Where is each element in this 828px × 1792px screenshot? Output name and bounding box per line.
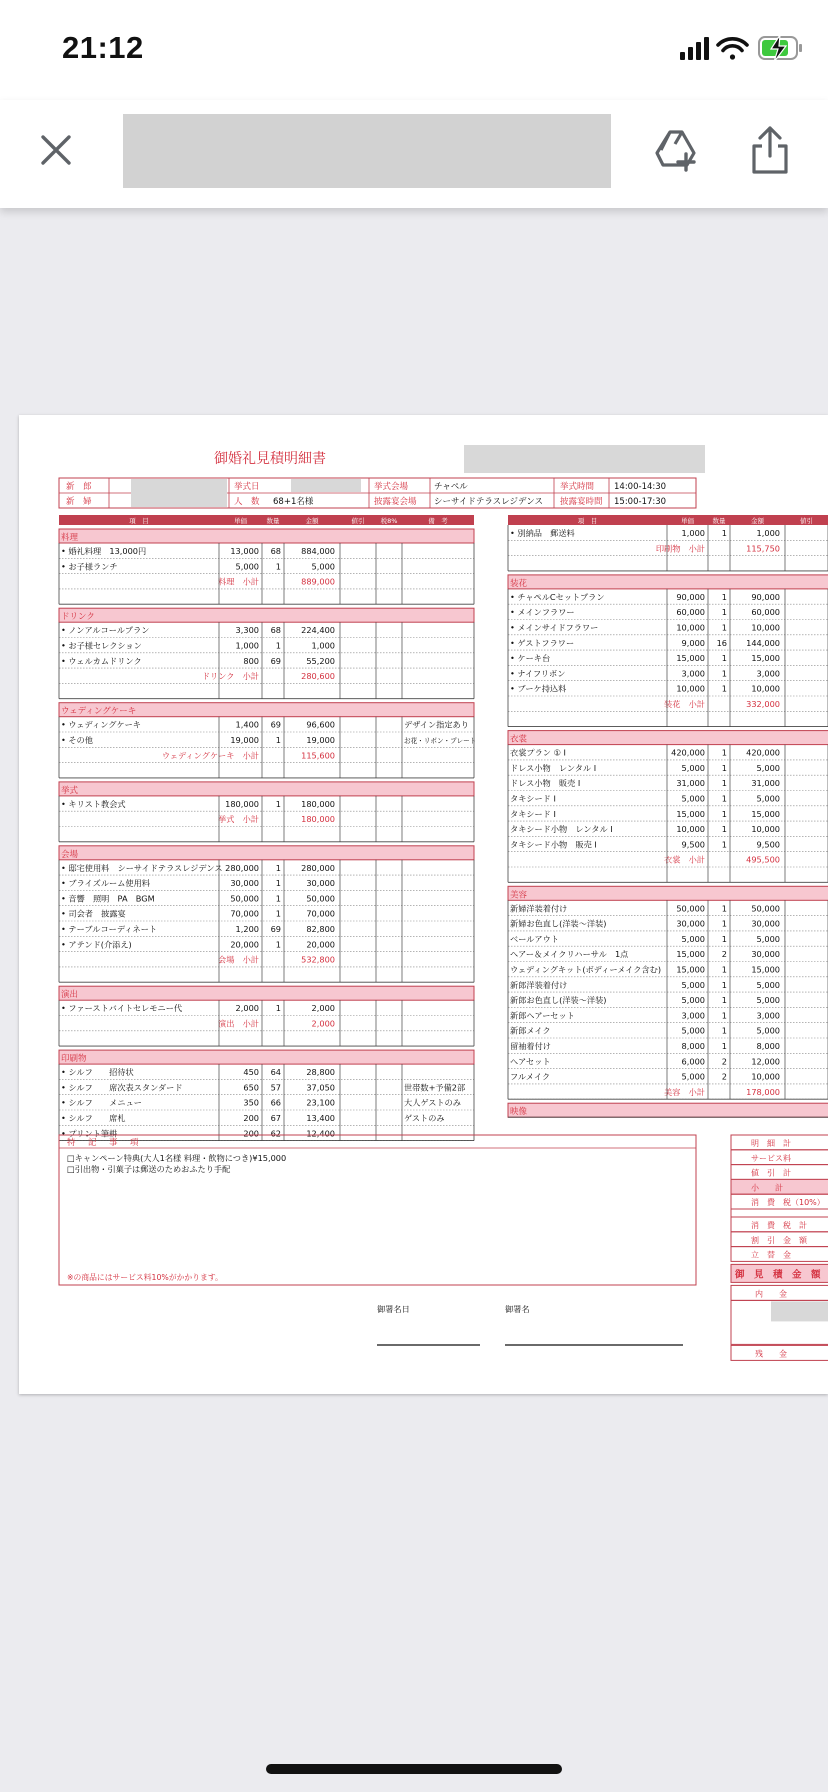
line-item-amount: 28,800 (306, 1067, 335, 1078)
line-item-name: タキシード Ⅰ (510, 808, 556, 819)
line-item-amount: 12,000 (751, 1056, 780, 1067)
line-item-price: 3,300 (235, 625, 259, 636)
section-header-bar (59, 529, 474, 543)
line-item-amount: 280,000 (301, 862, 335, 873)
line-item-note: 大人ゲストのみ (404, 1097, 461, 1108)
ceremony-time: 14:00-14:30 (614, 482, 667, 492)
subtotal-label: 衣裳 小計 (664, 854, 705, 865)
line-item-price: 280,000 (225, 862, 259, 873)
subtotal-value: 2,000 (311, 1018, 335, 1029)
summary-row-label: 割 引 金 額 (751, 1235, 807, 1245)
line-item-amount: 13,400 (306, 1113, 335, 1123)
line-item-price: 5,000 (681, 793, 705, 804)
line-item-price: 5,000 (681, 1025, 705, 1036)
line-item-name: タキシード小物 販売 Ⅰ (510, 839, 597, 850)
summary-row-label: サービス料 (751, 1153, 791, 1163)
table-column-header: 金額 (305, 517, 319, 525)
subtotal-value: 280,600 (301, 671, 335, 682)
line-item-price: 5,000 (681, 762, 705, 773)
line-item-name: • ブライズルーム使用料 (61, 878, 150, 889)
status-bar (0, 0, 828, 100)
ceremony-venue: チャペル (434, 482, 468, 492)
bride-label: 新 婦 (66, 497, 92, 507)
line-item-qty: 69 (270, 924, 281, 934)
line-item-price: 15,000 (676, 653, 705, 664)
notes-title: 特 記 事 項 (67, 1138, 141, 1148)
redacted-block (464, 445, 705, 473)
line-item-amount: 23,100 (306, 1097, 335, 1108)
line-item-qty: 1 (275, 1003, 281, 1014)
line-item-qty: 68 (270, 625, 281, 636)
line-item-qty: 1 (721, 622, 727, 633)
drive-add-icon[interactable] (652, 126, 700, 174)
line-item-qty: 1 (721, 793, 727, 804)
wifi-icon (718, 39, 747, 60)
line-item-amount: 10,000 (751, 824, 780, 835)
line-item-qty: 67 (270, 1113, 281, 1123)
line-item-price: 420,000 (671, 747, 705, 758)
line-item-price: 8,000 (681, 1041, 705, 1051)
line-item-name: • 邸宅使用料 シーサイドテラスレジデンス (61, 862, 223, 873)
line-item-amount: 15,000 (751, 964, 780, 975)
summary-row-label: 値 引 計 (751, 1168, 791, 1178)
battery-charging-icon (759, 35, 802, 62)
line-item-price: 9,000 (681, 637, 705, 648)
line-item-amount: 1,000 (311, 640, 335, 651)
line-item-price: 50,000 (676, 903, 705, 914)
line-item-qty: 1 (721, 683, 727, 694)
status-time: 21:12 (62, 30, 144, 65)
line-item-price: 6,000 (681, 1056, 705, 1067)
line-item-name: • メインサイドフラワー (510, 622, 599, 633)
line-item-amount: 30,000 (751, 949, 780, 960)
section-header-bar (508, 886, 828, 900)
line-item-name: • シルフ 招待状 (61, 1067, 134, 1078)
line-item-price: 10,000 (676, 622, 705, 633)
line-item-name: 留袖着付け (510, 1041, 551, 1051)
line-item-name: • テーブルコーディネート (61, 924, 158, 934)
line-item-name: タキシード Ⅰ (510, 793, 556, 804)
line-item-qty: 1 (721, 1025, 727, 1036)
line-item-name: ドレス小物 レンタル Ⅰ (510, 762, 597, 773)
estimate-total-label: 御 見 積 金 額 (735, 1269, 821, 1281)
ceremony-date-label: 挙式日 (234, 482, 260, 492)
summary-row-label: 明 細 計 (751, 1139, 791, 1148)
line-item-qty: 16 (716, 637, 727, 648)
line-item-amount: 50,000 (751, 903, 780, 914)
line-item-price: 1,200 (235, 924, 259, 934)
reception-venue-label: 披露宴会場 (374, 497, 417, 507)
table-column-header: 値引 (800, 517, 813, 525)
table-column-header: 税8% (380, 517, 398, 525)
subtotal-label: 挙式 小計 (218, 814, 259, 825)
line-item-amount: 90,000 (751, 591, 780, 602)
line-item-qty: 1 (721, 591, 727, 602)
redacted-file-title (123, 114, 611, 188)
deposit-label: 内 金 (755, 1289, 787, 1299)
line-item-qty: 1 (721, 528, 727, 538)
section-name: 映像 (510, 1107, 528, 1118)
line-item-price: 31,000 (676, 778, 705, 789)
line-item-name: ヘアセット (510, 1056, 551, 1067)
line-item-qty: 69 (270, 655, 281, 666)
line-item-amount: 30,000 (751, 918, 780, 929)
table-column-header: 値引 (351, 517, 365, 525)
line-item-price: 60,000 (676, 607, 705, 618)
reception-time-label: 披露宴時間 (560, 497, 603, 507)
line-item-name: • シルフ 席次表スタンダード (61, 1082, 183, 1093)
line-item-note: ゲストのみ (404, 1113, 445, 1123)
line-item-name: ベールアウト (510, 933, 559, 944)
line-item-qty: 1 (721, 808, 727, 819)
line-item-price: 5,000 (681, 995, 705, 1006)
line-item-price: 70,000 (230, 908, 259, 919)
right_sections-table (508, 515, 828, 525)
line-item-amount: 12,400 (306, 1128, 335, 1139)
line-item-price: 5,000 (681, 933, 705, 944)
line-item-qty: 1 (721, 964, 727, 975)
section-name: 印刷物 (61, 1054, 87, 1065)
line-item-amount: 180,000 (301, 798, 335, 809)
line-item-qty: 1 (721, 762, 727, 773)
subtotal-label: 料理 小計 (218, 576, 259, 587)
line-item-price: 50,000 (230, 893, 259, 904)
home-indicator[interactable] (266, 1764, 562, 1774)
groom-label: 新 郎 (66, 482, 92, 492)
line-item-amount: 10,000 (751, 622, 780, 633)
line-item-qty: 1 (721, 607, 727, 618)
subtotal-value: 115,750 (746, 543, 780, 554)
line-item-qty: 2 (721, 949, 727, 960)
line-item-name: フルメイク (510, 1071, 551, 1082)
subtotal-label: 会場 小計 (218, 954, 259, 965)
subtotal-label: 美容 小計 (664, 1086, 705, 1097)
line-item-name: • ウェディングケーキ (61, 719, 141, 730)
line-item-qty: 62 (270, 1128, 281, 1139)
line-item-price: 5,000 (681, 979, 705, 990)
line-item-name: タキシード小物 レンタル Ⅰ (510, 824, 613, 835)
line-item-price: 15,000 (676, 949, 705, 960)
line-item-name: • 婚礼料理 13,000円 (61, 546, 147, 556)
notes-footnote: ※の商品にはサービス料10%がかかります。 (67, 1273, 223, 1282)
line-item-name: • ケーキ台 (510, 653, 551, 664)
line-item-amount: 9,500 (756, 839, 780, 850)
line-item-price: 30,000 (676, 918, 705, 929)
line-item-qty: 1 (721, 653, 727, 664)
line-item-amount: 8,000 (756, 1041, 780, 1051)
balance-label: 残 金 (755, 1349, 787, 1359)
line-item-amount: 5,000 (756, 995, 780, 1006)
table-column-header: 数量 (266, 517, 280, 525)
table-column-header: 金額 (751, 517, 764, 525)
line-item-price: 10,000 (676, 824, 705, 835)
line-item-qty: 1 (721, 747, 727, 758)
subtotal-label: 印刷物 小計 (655, 543, 705, 554)
redacted-ceremony-date (291, 479, 361, 492)
section-name: ドリンク (61, 612, 95, 623)
line-item-amount: 5,000 (756, 979, 780, 990)
table-column-header: 単価 (234, 517, 247, 525)
reception-time: 15:00-17:30 (614, 497, 667, 507)
section-header-bar (59, 846, 474, 860)
line-item-amount: 1,000 (756, 528, 780, 538)
line-item-qty: 1 (275, 798, 281, 809)
note-line: □引出物・引菓子は郵送のためおふたり手配 (67, 1164, 231, 1174)
viewer-toolbar (0, 100, 828, 208)
line-item-name: 衣裳プラン ① Ⅰ (510, 747, 566, 758)
subtotal-label: ウェディングケーキ 小計 (161, 750, 259, 761)
section-name: 衣裳 (510, 734, 528, 745)
table-column-header: 数量 (712, 517, 726, 525)
line-item-name: • ノンアルコールプラン (61, 625, 150, 636)
line-item-amount: 3,000 (756, 1010, 780, 1021)
line-item-name: • プリント筆耕 (61, 1128, 118, 1139)
table-column-header: 単価 (681, 517, 694, 525)
line-item-price: 650 (243, 1082, 259, 1093)
line-item-price: 15,000 (676, 964, 705, 975)
line-item-price: 2,000 (235, 1003, 259, 1014)
summary-row-label: 小 計 (751, 1183, 783, 1193)
line-item-price: 200 (243, 1113, 259, 1123)
line-item-name: • 司会者 披露宴 (61, 908, 126, 919)
line-item-name: 新郎洋装着付け (510, 979, 568, 990)
section-name: 挙式 (61, 785, 79, 796)
summary-row-label: 消 費 税 計 (751, 1221, 807, 1230)
line-item-price: 1,000 (235, 640, 259, 651)
line-item-price: 15,000 (676, 808, 705, 819)
line-item-qty: 1 (721, 824, 727, 835)
line-item-price: 90,000 (676, 591, 705, 602)
line-item-name: ドレス小物 販売 Ⅰ (510, 778, 581, 789)
line-item-price: 200 (243, 1128, 259, 1139)
line-item-qty: 1 (721, 933, 727, 944)
line-item-name: • ファーストバイトセレモニー代 (61, 1003, 183, 1014)
summary-row (731, 1209, 828, 1217)
share-icon[interactable] (748, 124, 792, 176)
subtotal-value: 532,800 (301, 954, 335, 965)
line-item-amount: 82,800 (306, 924, 335, 934)
line-item-name: ヘアー＆メイクリハーサル 1点 (510, 949, 629, 960)
line-item-qty: 1 (275, 878, 281, 889)
line-item-qty: 1 (275, 640, 281, 651)
line-item-price: 450 (243, 1067, 259, 1078)
section-header-bar (59, 608, 474, 622)
line-item-price: 1,400 (235, 719, 259, 730)
signature-name-label: 御署名 (505, 1304, 530, 1314)
line-item-price: 180,000 (225, 798, 259, 809)
line-item-qty: 1 (721, 1041, 727, 1051)
line-item-qty: 2 (721, 1056, 727, 1067)
guest-count: 68+1名様 (273, 497, 314, 507)
section-name: 美容 (510, 890, 528, 901)
line-item-amount: 420,000 (746, 747, 780, 758)
summary-row-label: 消 費 税（10%） (751, 1198, 825, 1208)
line-item-amount: 70,000 (306, 908, 335, 919)
line-item-name: • アテンド(介添え) (61, 939, 132, 950)
line-item-name: • ナイフリボン (510, 668, 566, 679)
line-item-amount: 15,000 (751, 653, 780, 664)
line-item-price: 350 (243, 1097, 259, 1108)
line-item-note: デザイン指定あり (404, 719, 469, 730)
line-item-qty: 1 (721, 995, 727, 1006)
redacted-couple-names (131, 479, 227, 507)
line-item-name: • お子様セレクション (61, 640, 142, 651)
ceremony-venue-label: 挙式会場 (374, 482, 409, 492)
section-name: 装花 (510, 578, 528, 589)
subtotal-label: ドリンク 小計 (201, 671, 259, 682)
line-item-qty: 2 (721, 1071, 727, 1082)
line-item-amount: 5,000 (311, 561, 335, 572)
table-column-header: 項 目 (129, 517, 149, 525)
line-item-note: お花・リボン・プレート (404, 737, 477, 745)
line-item-price: 5,000 (681, 1071, 705, 1082)
line-item-price: 19,000 (230, 735, 259, 745)
line-item-qty: 64 (270, 1067, 281, 1078)
line-item-amount: 55,200 (306, 655, 335, 666)
line-item-amount: 5,000 (756, 1025, 780, 1036)
guest-count-label: 人 数 (234, 497, 260, 507)
line-item-price: 20,000 (230, 939, 259, 950)
subtotal-value: 178,000 (746, 1086, 780, 1097)
line-item-amount: 144,000 (746, 637, 780, 648)
line-item-amount: 5,000 (756, 933, 780, 944)
line-item-name: 新婦洋装着付け (510, 903, 568, 914)
line-item-amount: 5,000 (756, 793, 780, 804)
section-header-bar (508, 731, 828, 745)
line-item-qty: 68 (270, 546, 281, 556)
line-item-amount: 19,000 (306, 735, 335, 745)
line-item-name: • お子様ランチ (61, 561, 118, 572)
section-header-bar (59, 986, 474, 1000)
line-item-name: 新郎お色直し(洋装〜洋装) (510, 995, 607, 1006)
line-item-price: 13,000 (230, 546, 259, 556)
line-item-name: • 音響 照明 PA BGM (61, 893, 155, 904)
line-item-price: 9,500 (681, 839, 705, 850)
line-item-qty: 57 (270, 1082, 281, 1093)
line-item-name: • 別納品 郵送料 (510, 528, 575, 538)
signal-icon (680, 37, 709, 60)
note-line: □キャンペーン特典(大人1名様 料理・飲物につき)¥15,000 (67, 1153, 287, 1163)
subtotal-value: 495,500 (746, 854, 780, 865)
section-name: ウェディングケーキ (61, 706, 137, 717)
line-item-qty: 1 (721, 668, 727, 679)
subtotal-value: 115,600 (301, 750, 335, 761)
line-item-name: • ブーケ持込料 (510, 683, 567, 694)
line-item-name: 新婦お色直し(洋装〜洋装) (510, 918, 607, 929)
line-item-qty: 1 (275, 735, 281, 745)
line-item-amount: 30,000 (306, 878, 335, 889)
line-item-amount: 5,000 (756, 762, 780, 773)
line-item-price: 800 (243, 655, 259, 666)
line-item-qty: 1 (721, 979, 727, 990)
table-header-bar (508, 515, 828, 525)
section-header-bar (59, 782, 474, 796)
line-item-qty: 1 (721, 839, 727, 850)
redacted-deposit (771, 1301, 828, 1321)
section-header-bar (508, 575, 828, 589)
line-item-qty: 1 (275, 561, 281, 572)
subtotal-value: 332,000 (746, 699, 780, 709)
section-header-bar (59, 1050, 474, 1064)
line-item-amount: 10,000 (751, 683, 780, 694)
line-item-note: 世帯数+予備2部 (404, 1082, 466, 1093)
summary-row-label: 立 替 金 (751, 1250, 791, 1260)
line-item-amount: 3,000 (756, 668, 780, 679)
estimate-document (19, 415, 828, 1394)
table-column-header: 備 考 (428, 517, 448, 525)
line-item-amount: 31,000 (751, 778, 780, 789)
line-item-name: • ゲストフラワー (510, 637, 575, 648)
line-item-name: • シルフ 席札 (61, 1113, 126, 1123)
subtotal-label: 演出 小計 (218, 1018, 259, 1029)
line-item-name: • メインフラワー (510, 607, 575, 618)
subtotal-value: 889,000 (301, 576, 335, 587)
document-title: 御婚礼見積明細書 (214, 451, 326, 467)
line-item-qty: 69 (270, 719, 281, 730)
line-item-qty: 66 (270, 1097, 281, 1108)
line-item-name: 新郎ヘアーセット (510, 1010, 575, 1021)
signature-date-label: 御署名日 (377, 1304, 410, 1314)
status-icons (628, 34, 828, 64)
line-item-amount: 20,000 (306, 939, 335, 950)
line-item-amount: 884,000 (301, 546, 335, 556)
line-item-name: • ウェルカムドリンク (61, 655, 142, 666)
line-item-name: 新郎メイク (510, 1025, 551, 1036)
section-name: 演出 (61, 990, 79, 1001)
line-item-amount: 2,000 (311, 1003, 335, 1014)
line-item-qty: 1 (275, 939, 281, 950)
line-item-amount: 37,050 (306, 1082, 335, 1093)
section-name: 料理 (61, 533, 79, 543)
line-item-amount: 96,600 (306, 719, 335, 730)
line-item-qty: 1 (275, 893, 281, 904)
table-column-header: 項 目 (577, 517, 598, 525)
line-item-price: 3,000 (681, 1010, 705, 1021)
subtotal-value: 180,000 (301, 814, 335, 825)
close-icon[interactable] (34, 128, 78, 172)
line-item-price: 10,000 (676, 683, 705, 694)
line-item-qty: 1 (275, 908, 281, 919)
line-item-name: • その他 (61, 735, 93, 745)
reception-venue: シーサイドテラスレジデンス (434, 497, 544, 507)
ceremony-time-label: 挙式時間 (560, 482, 595, 492)
line-item-amount: 224,400 (301, 625, 335, 636)
line-item-qty: 1 (721, 1010, 727, 1021)
section-name: 会場 (61, 849, 79, 860)
line-item-name: • シルフ メニュー (61, 1097, 142, 1108)
line-item-price: 5,000 (235, 561, 259, 572)
line-item-qty: 1 (721, 778, 727, 789)
section-header-bar (508, 1103, 828, 1117)
line-item-price: 3,000 (681, 668, 705, 679)
line-item-name: ウェディングキット(ボディーメイク含む) (510, 964, 662, 975)
line-item-qty: 1 (721, 903, 727, 914)
line-item-name: • チャペルCセットプラン (510, 591, 605, 602)
line-item-amount: 15,000 (751, 808, 780, 819)
line-item-amount: 60,000 (751, 607, 780, 618)
subtotal-label: 装花 小計 (664, 699, 705, 709)
line-item-amount: 10,000 (751, 1071, 780, 1082)
line-item-price: 30,000 (230, 878, 259, 889)
line-item-qty: 1 (721, 918, 727, 929)
line-item-qty: 1 (275, 862, 281, 873)
line-item-name: • キリスト教会式 (61, 798, 126, 809)
line-item-amount: 50,000 (306, 893, 335, 904)
line-item-price: 1,000 (681, 528, 705, 538)
